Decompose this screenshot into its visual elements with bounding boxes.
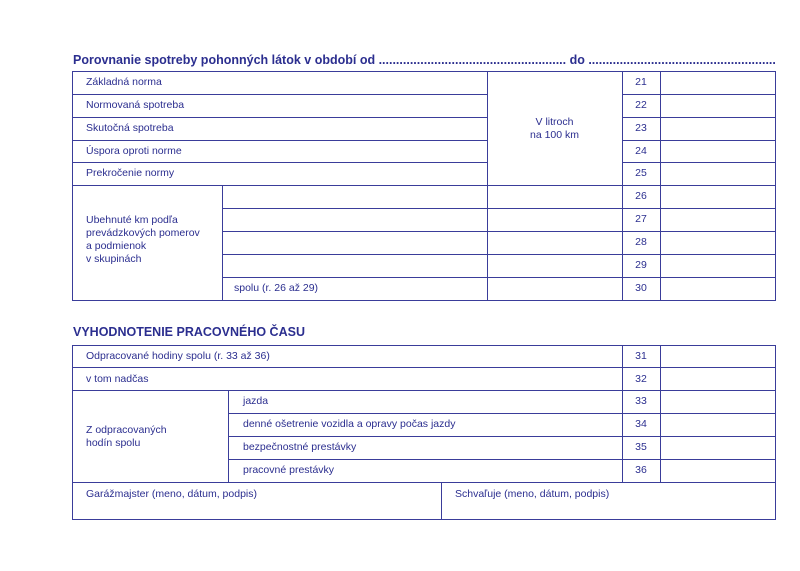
total-label: spolu (r. 26 až 29) xyxy=(234,282,319,294)
consumption-heading: Porovnanie spotreby pohonných látok v období od ...................................................... do ...................................................... xyxy=(73,53,776,67)
row-number: 34 xyxy=(635,418,647,430)
row-number: 22 xyxy=(635,99,647,111)
row-number: 25 xyxy=(635,167,647,179)
group-label: v skupinách xyxy=(86,253,142,265)
row-number: 35 xyxy=(635,441,647,453)
row-label: Úspora oproti norme xyxy=(86,145,182,157)
row-label: Normovaná spotreba xyxy=(86,99,185,111)
row-number: 32 xyxy=(635,373,647,385)
unit-label: na 100 km xyxy=(529,129,580,141)
row-number: 30 xyxy=(635,282,647,294)
row-label: bezpečnostné prestávky xyxy=(243,441,357,453)
row-label: Prekročenie normy xyxy=(86,167,175,179)
row-number: 21 xyxy=(635,76,647,88)
group-label: prevádzkových pomerov xyxy=(86,227,200,239)
group-label: Ubehnuté km podľa xyxy=(86,214,178,226)
signature-approver: Schvaľuje (meno, dátum, podpis) xyxy=(455,488,610,500)
row-number: 29 xyxy=(635,259,647,271)
row-number: 27 xyxy=(635,213,647,225)
work-time-heading: VYHODNOTENIE PRACOVNÉHO ČASU xyxy=(73,325,305,339)
row-number: 33 xyxy=(635,395,647,407)
row-number: 36 xyxy=(635,464,647,476)
group-label: hodín spolu xyxy=(86,437,141,449)
row-number: 28 xyxy=(635,236,647,248)
signature-garage-master: Garážmajster (meno, dátum, podpis) xyxy=(86,488,257,500)
row-number: 24 xyxy=(635,145,647,157)
row-label: Skutočná spotreba xyxy=(86,122,174,134)
row-label: v tom nadčas xyxy=(86,373,149,385)
row-label: pracovné prestávky xyxy=(243,464,335,476)
row-label: jazda xyxy=(243,395,269,407)
row-number: 26 xyxy=(635,190,647,202)
row-label: Odpracované hodiny spolu (r. 33 až 36) xyxy=(86,350,270,362)
row-number: 23 xyxy=(635,122,647,134)
group-label: Z odpracovaných xyxy=(86,424,167,436)
unit-label: V litroch xyxy=(535,116,574,128)
row-number: 31 xyxy=(635,350,647,362)
row-label: Základná norma xyxy=(86,76,162,88)
row-label: denné ošetrenie vozidla a opravy počas jazdy xyxy=(243,418,456,430)
group-label: a podmienok xyxy=(86,240,147,252)
